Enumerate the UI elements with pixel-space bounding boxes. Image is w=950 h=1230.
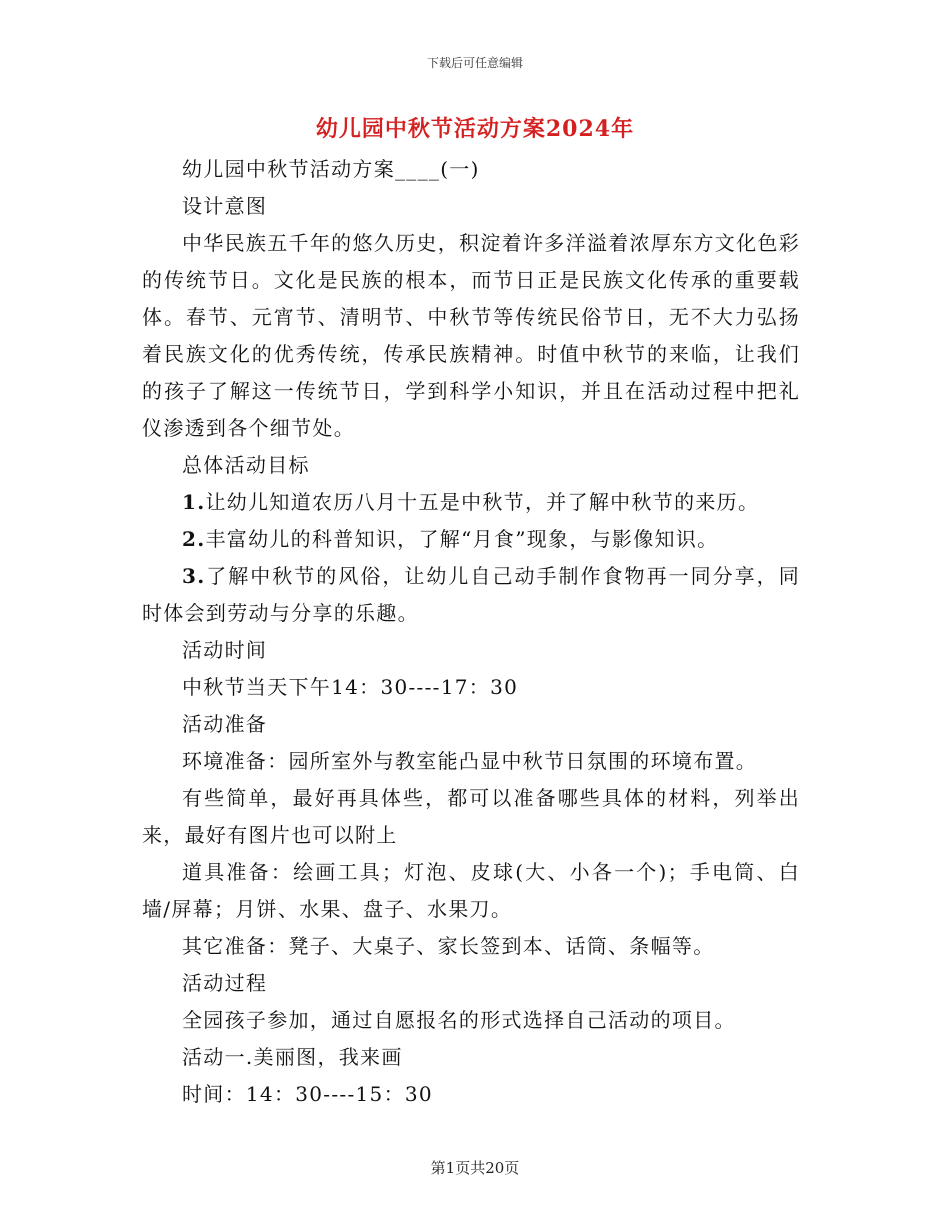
paragraph-heading-preparation: 活动准备 — [182, 712, 268, 736]
paragraph-heading-design-intent: 设计意图 — [182, 194, 268, 218]
paragraph-heading-process: 活动过程 — [182, 971, 268, 995]
page-number: 第1页共20页 — [430, 1159, 520, 1177]
paragraph-design-intent: 中华民族五千年的悠久历史，积淀着许多洋溢着浓厚东方文化色彩的传统节日。文化是民族的根本，而节日正是民族文化传承的重要载体。春节、元宵节、清明节、中秋节等传统民俗节日，无不大力弘扬着民族文化的优秀传统，传承民族精神。时值中秋节的来临，让我们的孩子了解这一传统节日，学到科学小知识，并且在活动过程中把礼仪渗透到各个细节处。 — [142, 231, 800, 440]
paragraph-props-prep: 道具准备：绘画工具；灯泡、皮球(大、小各一个)；手电筒、白墙/屏幕；月饼、水果、盘子、水果刀。 — [142, 860, 800, 921]
document-body — [142, 151, 800, 1113]
paragraph-subtitle: 幼儿园中秋节活动方案____(一) — [182, 157, 480, 181]
paragraph-activity-one: 活动一.美丽图，我来画 — [182, 1045, 403, 1069]
goal-number: 1. — [182, 490, 206, 514]
paragraph-other-prep: 其它准备：凳子、大桌子、家长签到本、话筒、条幅等。 — [182, 934, 715, 958]
document-title: 幼儿园中秋节活动方案2024年 — [315, 116, 635, 142]
goal-item — [142, 521, 800, 558]
goal-text: 了解中秋节的风俗，让幼儿自己动手制作食物再一同分享，同时体会到劳动与分享的乐趣。 — [142, 564, 800, 625]
goal-number: 2. — [182, 527, 206, 551]
goal-text: 丰富幼儿的科普知识，了解“月食”现象，与影像知识。 — [205, 527, 719, 551]
paragraph-note: 有些简单，最好再具体些，都可以准备哪些具体的材料，列举出来，最好有图片也可以附上 — [142, 786, 800, 847]
goal-text: 让幼儿知道农历八月十五是中秋节，并了解中秋节的来历。 — [205, 490, 760, 514]
goal-item — [142, 484, 800, 521]
paragraph-heading-goals: 总体活动目标 — [182, 453, 310, 477]
paragraph-activity-one-time: 时间：14：30----15：30 — [182, 1082, 433, 1106]
paragraph-heading-time: 活动时间 — [182, 638, 268, 662]
header-note: 下载后可任意编辑 — [426, 56, 523, 70]
goal-number: 3. — [182, 564, 206, 588]
goal-item — [142, 558, 800, 632]
paragraph-process: 全园孩子参加，通过自愿报名的形式选择自己活动的项目。 — [182, 1008, 736, 1032]
paragraph-environment-prep: 环境准备：园所室外与教室能凸显中秋节日氛围的环境布置。 — [182, 749, 758, 773]
paragraph-time: 中秋节当天下午14：30----17：30 — [182, 675, 519, 699]
